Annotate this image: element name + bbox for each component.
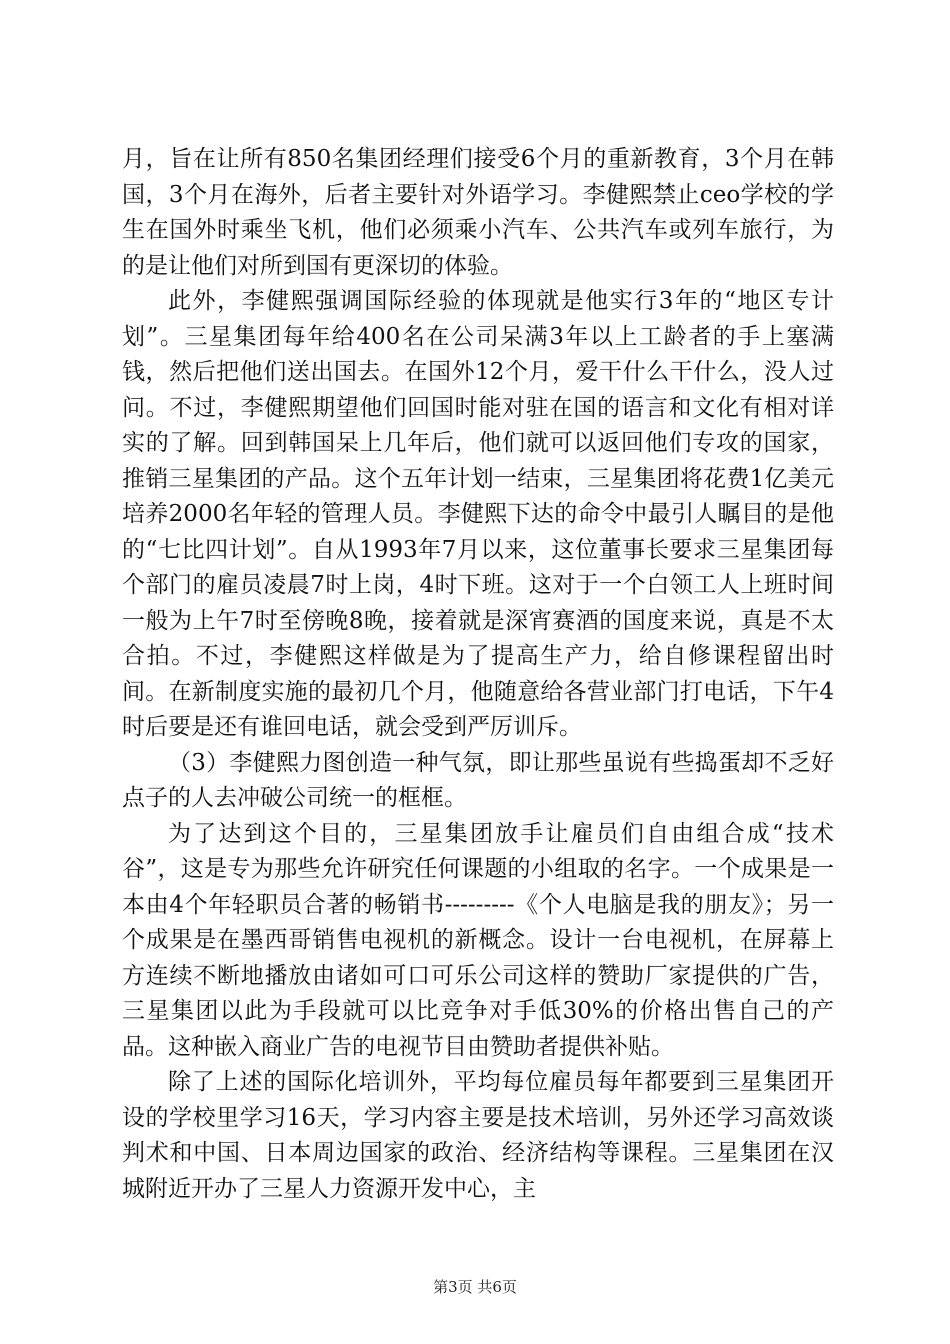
page-number-footer: 第3页 共6页	[433, 1278, 517, 1296]
paragraph-technology-valley: 为了达到这个目的，三星集团放手让雇员们自由组合成“技术谷”，这是专为那些允许研究任何课题的小组取的名字。一个成果是一本由4个年轻职员合著的畅销书---------《个人电脑是我的朋友》；另一个成果是在墨西哥销售电视机的新概念。设计一台电视机，在屏幕上方连续不断地播放由诸如可口可乐公司这样的赞助厂家提供的广告，三星集团以此为手段就可以比竞争对手低30%的价格出售自己的产品。这种嵌入商业广告的电视节目由赞助者提供补贴。	[122, 820, 834, 1060]
paragraph-continuation: 月，旨在让所有850名集团经理们接受6个月的重新教育，3个月在韩国，3个月在海外，后者主要针对外语学习。李健熙禁止ceo学校的学生在国外时乘坐飞机，他们必须乘小汽车、公共汽车或列车旅行，为的是让他们对所到国有更深切的体验。	[122, 146, 834, 279]
document-body	[122, 142, 834, 1207]
paragraph-item-3: （3）李健熙力图创造一种气氛，即让那些虽说有些捣蛋却不乏好点子的人去冲破公司统一的框框。	[122, 749, 834, 811]
paragraph-training: 除了上述的国际化培训外，平均每位雇员每年都要到三星集团开设的学校里学习16天，学习内容主要是技术培训，另外还学习高效谈判术和中国、日本周边国家的政治、经济结构等课程。三星集团在汉城附近开办了三星人力资源开发中心，主	[122, 1069, 834, 1202]
paragraph-regional-expert-plan: 此外，李健熙强调国际经验的体现就是他实行3年的“地区专计划”。三星集团每年给400名在公司呆满3年以上工龄者的手上塞满钱，然后把他们送出国去。在国外12个月，爱干什么干什么，没人过问。不过，李健熙期望他们回国时能对驻在国的语言和文化有相对详实的了解。回到韩国呆上几年后，他们就可以返回他们专攻的国家，推销三星集团的产品。这个五年计划一结束，三星集团将花费1亿美元培养2000名年轻的管理人员。李健熙下达的命令中最引人瞩目的是他的“七比四计划”。自从1993年7月以来，这位董事长要求三星集团每个部门的雇员凌晨7时上岗，4时下班。这对于一个白领工人上班时间一般为上午7时至傍晚8晚，接着就是深宵赛酒的国度来说，真是不太合拍。不过，李健熙这样做是为了提高生产力，给自修课程留出时间。在新制度实施的最初几个月，他随意给各营业部门打电话，下午4时后要是还有谁回电话，就会受到严厉训斥。	[122, 288, 834, 740]
